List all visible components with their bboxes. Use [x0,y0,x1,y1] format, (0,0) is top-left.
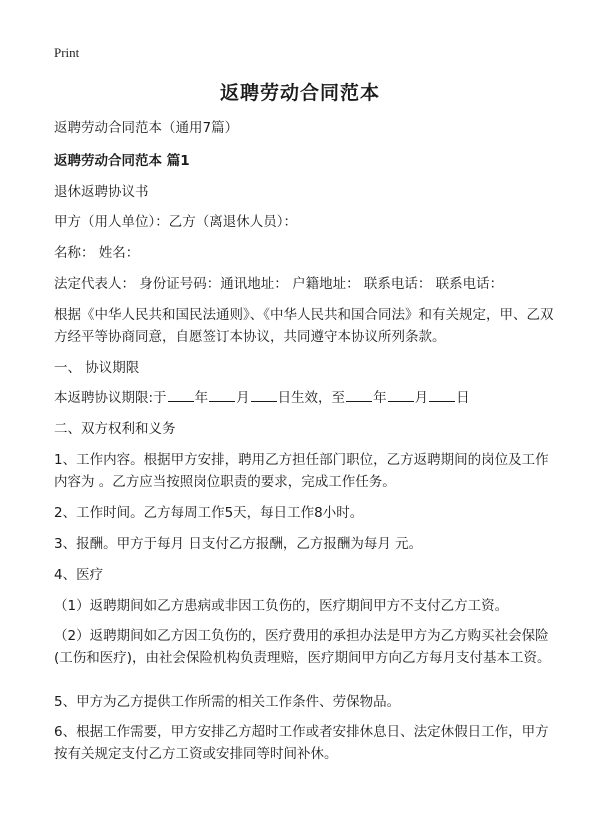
section2-heading: 二、双方权利和义务 [54,421,176,437]
clause-6: 6、根据工作需要，甲方安排乙方超时工作或者安排休息日、法定休假日工作，甲方按有关规定支付乙方工资或安排同等时间补休。 [54,724,549,762]
clause-2: 2、工作时间。乙方每周工作5天，每日工作8小时。 [54,505,364,521]
term-prefix: 本返聘协议期限:于 [54,390,167,406]
blank-line [168,387,194,402]
names-line: 名称： 姓名： [54,245,140,261]
blank-line [429,387,455,402]
blank-line [346,387,372,402]
term-month2: 月 [414,390,429,406]
term-year2: 年 [373,390,387,406]
clause-4-1: （1）返聘期间如乙方患病或非因工负伤的，医疗期间甲方不支付乙方工资。 [54,598,509,614]
blank-line [209,387,235,402]
print-label: Print [54,45,80,60]
term-day2: 日 [456,390,470,406]
term-line [54,387,554,409]
clause-4-2: （2）返聘期间如乙方因工负伤的，医疗费用的承担办法是甲方为乙方购买社会保险(工伤和医疗)，由社会保险机构负责理赔，医疗期间甲方向乙方每月支付基本工资。 [54,628,551,666]
parties-line: 甲方（用人单位）：乙方（离退休人员）： [54,214,297,230]
document-title: 返聘劳动合同范本 [219,82,380,104]
agreement-title: 退休返聘协议书 [54,184,149,200]
clause-3: 3、报酬。甲方于每月 日支付乙方报酬，乙方报酬为每月 元。 [54,536,423,552]
contacts-line: 法定代表人： 身份证号码：通讯地址： 户籍地址： 联系电话： 联系电话： [54,276,504,292]
term-year1: 年 [194,390,209,406]
clause-4: 4、医疗 [54,567,104,583]
document-subtitle: 返聘劳动合同范本（通用7篇） [54,120,239,136]
term-start-suffix: 日生效，至 [277,390,346,406]
term-month1: 月 [236,390,250,406]
blank-line [388,387,414,402]
section-heading: 返聘劳动合同范本 篇1 [54,153,190,169]
blank-line [251,387,277,402]
clause-5: 5、甲方为乙方提供工作所需的相关工作条件、劳保物品。 [54,694,401,710]
clause-1: 1、工作内容。根据甲方安排，聘用乙方担任部门职位，乙方返聘期间的岗位及工作内容为 。乙方应当按照岗位职责的要求，完成工作任务。 [54,452,549,490]
preamble-paragraph: 根据《中华人民共和国民法通则》、《中华人民共和国合同法》和有关规定，甲、乙双方经平等协商同意，自愿签订本协议，共同遵守本协议所列条款。 [54,307,554,345]
section1-heading: 一、 协议期限 [54,360,140,376]
